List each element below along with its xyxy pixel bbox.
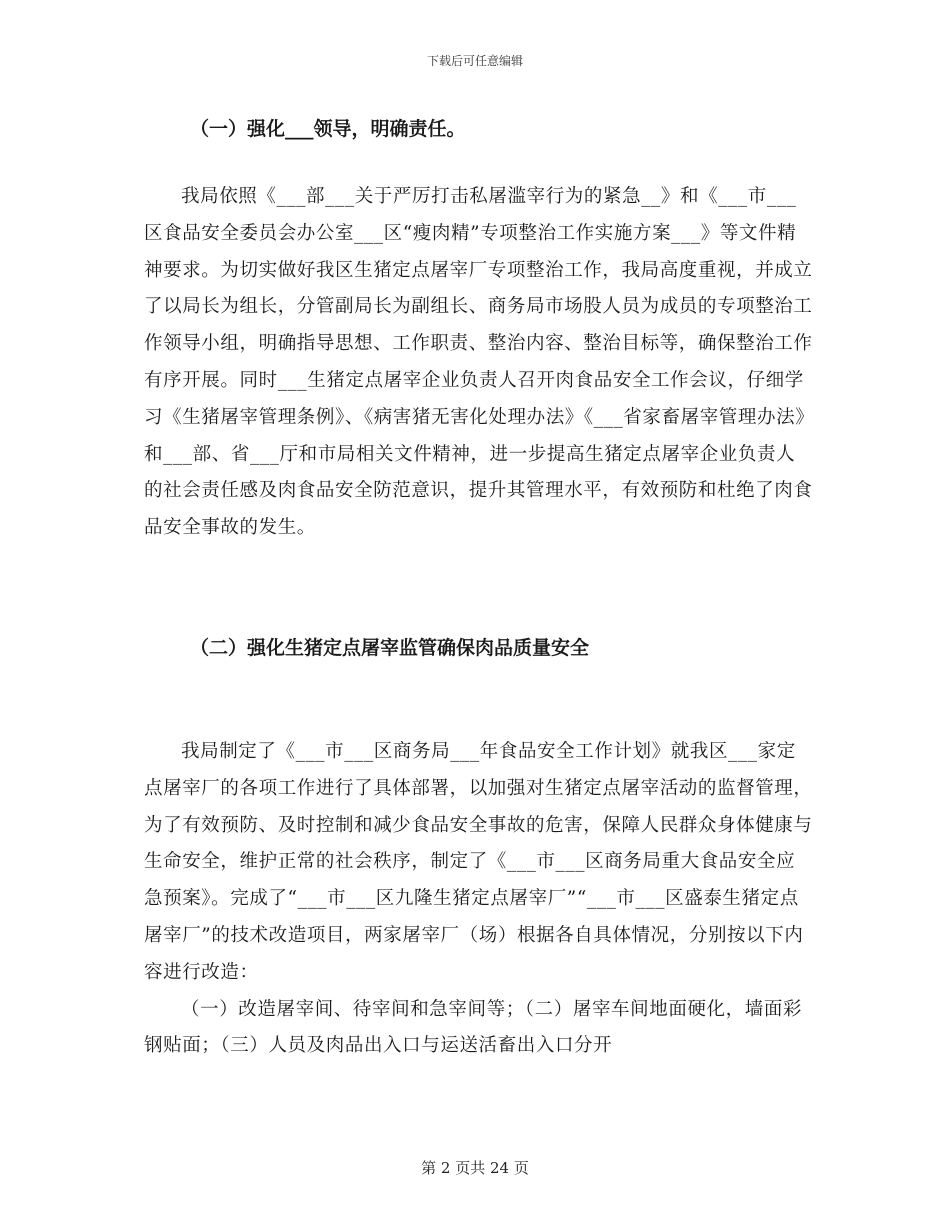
page-footer: 第 2 页共 24 页	[421, 1159, 529, 1177]
section2-paragraph-2: （一）改造屠宰间、待宰间和急宰间等；（二）屠宰车间地面硬化，墙面彩钢贴面；（三）人员及肉品出入口与运送活畜出入口分开	[144, 998, 803, 1057]
section2-paragraph-1: 我局制定了《___市___区商务局___年食品安全工作计划》就我区___家定点屠宰厂的各项工作进行了具体部署，以加强对生猪定点屠宰活动的监督管理，为了有效预防、及时控制和减少食品安全事故的危害，保障人民群众身体健康与生命安全，维护正常的社会秩序，制定了《___市___区商务局重大食品安全应急预案》。完成了“___市___区九隆生猪定点屠宰厂”“___市___区盛泰生猪定点屠宰厂”的技术改造项目，两家屠宰厂（场）根据各自具体情况，分别按以下内容进行改造：	[144, 741, 813, 983]
section1-body	[144, 179, 814, 547]
section1-paragraph: 我局依照《___部___关于严厉打击私屠滥宰行为的紧急__》和《___市___区食品安全委员会办公室___区“瘦肉精”专项整治工作实施方案___》等文件精神要求。为切实做好我区生猪定点屠宰厂专项整治工作，我局高度重视，并成立了以局长为组长，分管副局长为副组长、商务局市场股人员为成员的专项整治工作领导小组，明确指导思想、工作职责、整治内容、整治目标等，确保整治工作有序开展。同时___生猪定点屠宰企业负责人召开肉食品安全工作会议，仔细学习《生猪屠宰管理条例》、《病害猪无害化处理办法》《___省家畜屠宰管理办法》和___部、省___厅和市局相关文件精神，进一步提高生猪定点屠宰企业负责人的社会责任感及肉食品安全防范意识，提升其管理水平，有效预防和杜绝了肉食品安全事故的发生。	[144, 186, 813, 539]
section2-body	[144, 734, 814, 1065]
page-header: 下载后可任意编辑	[426, 54, 523, 68]
section2-heading: （二）强化生猪定点屠宰监管确保肉品质量安全	[190, 637, 590, 659]
section1-heading: （一）强化___领导，明确责任。	[190, 118, 466, 140]
